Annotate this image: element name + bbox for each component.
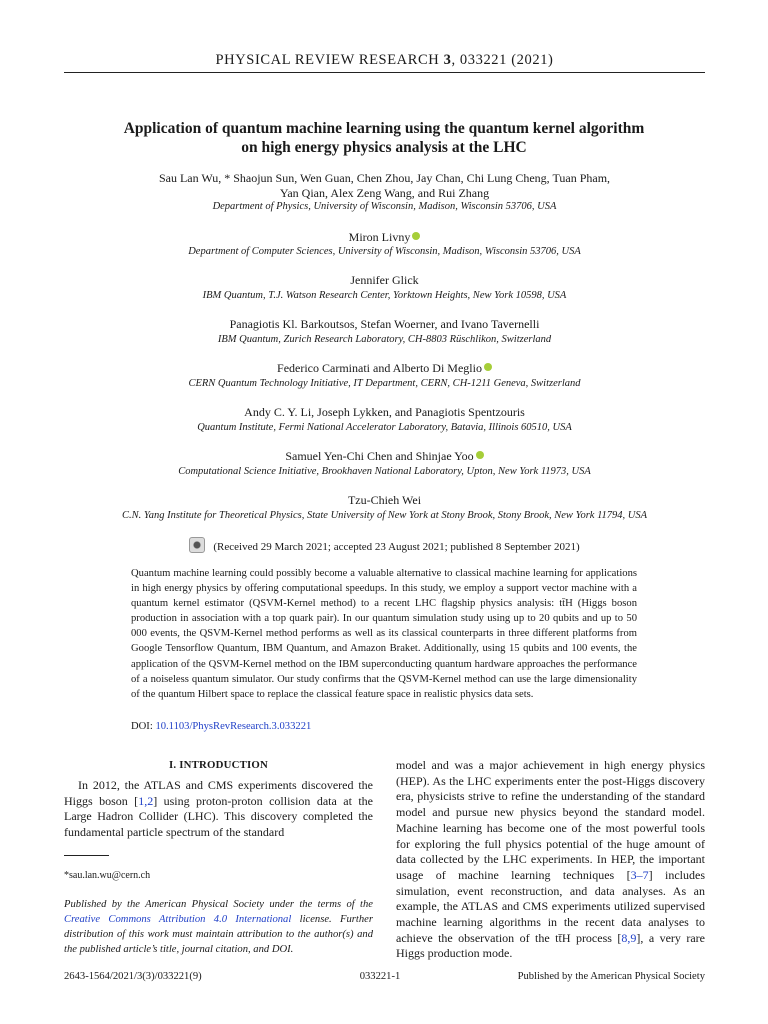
orcid-icon[interactable] <box>412 232 420 240</box>
author-group-7 <box>64 449 705 464</box>
footer-publisher: Published by the American Physical Society <box>517 971 705 982</box>
author-group-2 <box>64 230 705 245</box>
authors-7: Samuel Yen-Chi Chen and Shinjae Yoo <box>285 449 474 463</box>
author-group-5 <box>64 361 705 376</box>
authors-line-2: Yan Qian, Alex Zeng Wang, and Rui Zhang <box>279 186 490 200</box>
doi-link[interactable]: 10.1103/PhysRevResearch.3.033221 <box>155 721 312 732</box>
authors-2: Miron Livny <box>348 230 411 244</box>
footer-page-number: 033221-1 <box>359 971 401 982</box>
header-rule <box>64 72 705 73</box>
text-run: In 2012, the ATLAS and CMS experiments discovered the Higgs boson [ <box>64 778 373 808</box>
affiliation-4: IBM Quantum, Zurich Research Laboratory, CH-8803 Rüschlikon, Switzerland <box>217 334 552 345</box>
authors-8: Tzu-Chieh Wei <box>347 493 422 507</box>
authors-6: Andy C. Y. Li, Joseph Lykken, and Panagiotis Spentzouris <box>244 405 525 419</box>
authors-3: Jennifer Glick <box>350 273 419 287</box>
affiliation-8: C.N. Yang Institute for Theoretical Physics, State University of New York at Stony Brook, Stony Brook, New York 11794, USA <box>121 510 648 521</box>
section-heading: I. INTRODUCTION <box>169 759 268 771</box>
license-link[interactable]: Creative Commons Attribution 4.0 International <box>64 914 292 925</box>
left-column <box>64 778 373 841</box>
affiliation-5: CERN Quantum Technology Initiative, IT Department, CERN, CH-1211 Geneva, Switzerland <box>188 378 581 389</box>
affiliation-2: Department of Computer Sciences, University of Wisconsin, Madison, Wisconsin 53706, USA <box>188 246 581 257</box>
license-notice <box>64 897 373 957</box>
text-run: ] includes simulation, event reconstruction, and data analyses. As an example, the ATLAS and CMS experiments utilized supervised machine learning algorithms in the recent data analyses to achieve the observation of the tt̄H process [ <box>396 867 705 945</box>
title-line-2: on high energy physics analysis at the LHC <box>241 139 527 156</box>
citation-link[interactable]: 3–7 <box>630 867 649 882</box>
author-group-6 <box>64 405 705 420</box>
affiliation-7: Computational Science Initiative, Brookhaven National Laboratory, Upton, New York 11973, USA <box>178 466 591 477</box>
intro-paragraph-continued <box>396 758 705 962</box>
abstract: Quantum machine learning could possibly become a valuable alternative to classical machine learning for applications in high energy physics by offering computational speedups. In this study, we employ a support vector machine with a quantum kernel estimator (QSVM-Kernel method) to a recent LHC flagship physics analysis: tt̄H (Higgs boson production in association with a top quark pair). In our quantum simulation study using up to 20 qubits and up to 50 000 events, the QSVM-Kernel method performs as well as its classical counterparts in three different platforms from Google Tensorflow Quantum, IBM Quantum, and Amazon Braket. Additionally, using 15 qubits and 100 events, the application of the QSVM-Kernel method on the IBM superconducting quantum hardware approaches the performance of a noiseless quantum simulator. Our study confirms that the QSVM-Kernel method can use the large dimensionality of the quantum Hilbert space to replace the classical feature space in realistic physics data sets. <box>131 568 637 700</box>
journal-header <box>64 52 705 69</box>
received-dates <box>64 537 705 553</box>
footnote-email: *sau.lan.wu@cern.ch <box>64 870 151 881</box>
intro-paragraph-1 <box>64 778 373 841</box>
journal-volume: 3 <box>443 52 452 68</box>
citation-link[interactable]: 1,2 <box>138 793 154 808</box>
doi-label: DOI: <box>131 721 153 732</box>
license-text: license. Further distribution of this work must maintain attribution to the author(s) and the published article’s title, journal citation, and DOI. <box>64 914 373 955</box>
doi <box>131 721 311 732</box>
journal-name: PHYSICAL REVIEW RESEARCH <box>215 52 440 68</box>
paper-title <box>100 119 668 157</box>
citation-link[interactable]: 8,9 <box>621 930 637 945</box>
footer-issn: 2643-1564/2021/3(3)/033221(9) <box>64 971 202 982</box>
orcid-icon[interactable] <box>484 363 492 371</box>
title-line-1: Application of quantum machine learning using the quantum kernel algorithm <box>123 120 645 137</box>
article-number-year: , 033221 (2021) <box>451 52 554 68</box>
text-run: ], a very rare Higgs production mode. <box>396 930 705 961</box>
footnote-rule <box>64 855 109 856</box>
authors-4: Panagiotis Kl. Barkoutsos, Stefan Woerner, and Ivano Tavernelli <box>229 317 540 331</box>
authors-5: Federico Carminati and Alberto Di Meglio <box>277 361 482 375</box>
crossmark-icon[interactable] <box>189 537 205 553</box>
text-run: model and was a major achievement in high energy physics (HEP). As the LHC experiments enter the post-Higgs discovery era, physicists strive to refine the understanding of the standard model and pursue new physics beyond the standard model. Machine learning has become one of the most powerful tools for exploring the full physics potential of the huge amount of data collected by the LHC experiments. In HEP, the important usage of machine learning techniques [ <box>396 758 705 882</box>
authors-line-1: Sau Lan Wu, * Shaojun Sun, Wen Guan, Chen Zhou, Jay Chan, Chi Lung Cheng, Tuan Pham, <box>158 171 611 185</box>
orcid-icon[interactable] <box>476 451 484 459</box>
right-column <box>396 758 705 962</box>
license-text: Published by the American Physical Society under the terms of the <box>64 899 373 910</box>
affiliation-3: IBM Quantum, T.J. Watson Research Center, Yorktown Heights, New York 10598, USA <box>202 290 567 301</box>
text-run: ] using proton-proton collision data at the Large Hadron Collider (LHC). This discovery completed the fundamental particle spectrum of the standard <box>64 793 374 840</box>
received-text: (Received 29 March 2021; accepted 23 August 2021; published 8 September 2021) <box>213 541 580 553</box>
author-group-1 <box>64 171 705 201</box>
affiliation-6: Quantum Institute, Fermi National Accelerator Laboratory, Batavia, Illinois 60510, USA <box>197 422 572 433</box>
affiliation-1: Department of Physics, University of Wisconsin, Madison, Wisconsin 53706, USA <box>212 201 557 212</box>
